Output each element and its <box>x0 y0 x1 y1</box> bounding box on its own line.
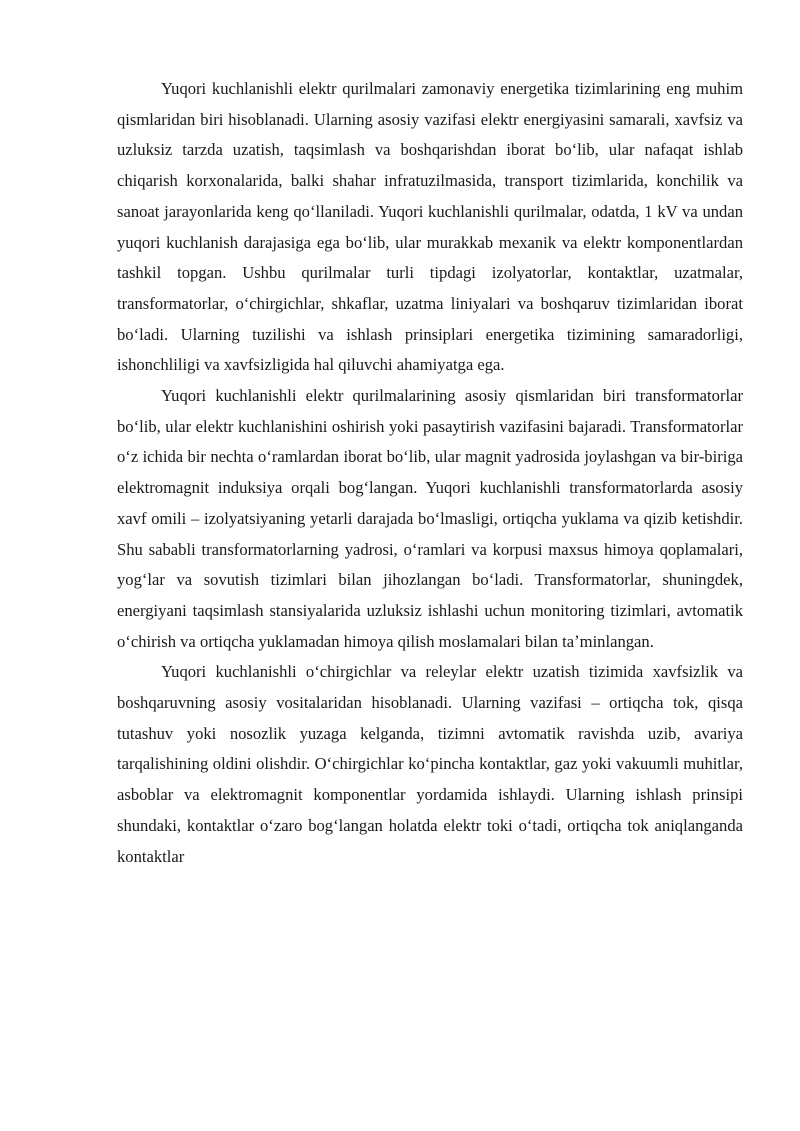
document-body <box>117 74 743 872</box>
paragraph-intro: Yuqori kuchlanishli elektr qurilmalari zamonaviy energetika tizimlarining eng muhim qismlaridan biri hisoblanadi. Ularning asosiy vazifasi elektr energiyasini samarali, xavfsiz va uzluksiz tarzda uzatish, taqsimlash va boshqarishdan iborat boʻlib, ular nafaqat ishlab chiqarish korxonalarida, balki shahar infratuzilmasida, transport tizimlarida, konchilik va sanoat jarayonlarida keng qoʻllaniladi. Yuqori kuchlanishli qurilmalar, odatda, 1 kV va undan yuqori kuchlanish darajasiga ega boʻlib, ular murakkab mexanik va elektr komponentlardan tashkil topgan. Ushbu qurilmalar turli tipdagi izolyatorlar, kontaktlar, uzatmalar, transformatorlar, oʻchirgichlar, shkaflar, uzatma liniyalari va boshqaruv tizimlaridan iborat boʻladi. Ularning tuzilishi va ishlash prinsiplari energetika tizimining samaradorligi, ishonchliligi va xavfsizligida hal qiluvchi ahamiyatga ega. <box>117 79 743 375</box>
paragraph-circuit-breakers: Yuqori kuchlanishli oʻchirgichlar va releylar elektr uzatish tizimida xavfsizlik va boshqaruvning asosiy vositalaridan hisoblanadi. Ularning vazifasi – ortiqcha tok, qisqa tutashuv yoki nosozlik yuzaga kelganda, tizimni avtomatik ravishda uzib, avariya tarqalishining oldini olishdir. Oʻchirgichlar koʻpincha kontaktlar, gaz yoki vakuumli muhitlar, asboblar va elektromagnit komponentlar yordamida ishlaydi. Ularning ishlash prinsipi shundaki, kontaktlar oʻzaro bogʻlangan holatda elektr toki oʻtadi, ortiqcha tok aniqlanganda kontaktlar <box>117 662 743 866</box>
paragraph-transformers: Yuqori kuchlanishli elektr qurilmalarining asosiy qismlaridan biri transformatorlar boʻlib, ular elektr kuchlanishini oshirish yoki pasaytirish vazifasini bajaradi. Transformatorlar oʻz ichida bir nechta oʻramlardan iborat boʻlib, ular magnit yadrosida joylashgan va bir-biriga elektromagnit induksiya orqali bogʻlangan. Yuqori kuchlanishli transformatorlarda asosiy xavf omili – izolyatsiyaning yetarli darajada boʻlmasligi, ortiqcha yuklama va qizib ketishdir. Shu sababli transformatorlarning yadrosi, oʻramlari va korpusi maxsus himoya qoplamalari, yogʻlar va sovutish tizimlari bilan jihozlangan boʻladi. Transformatorlar, shuningdek, energiyani taqsimlash stansiyalarida uzluksiz ishlashi uchun monitoring tizimlari, avtomatik oʻchirish va ortiqcha yuklamadan himoya qilish moslamalari bilan taʼminlangan. <box>117 386 743 651</box>
